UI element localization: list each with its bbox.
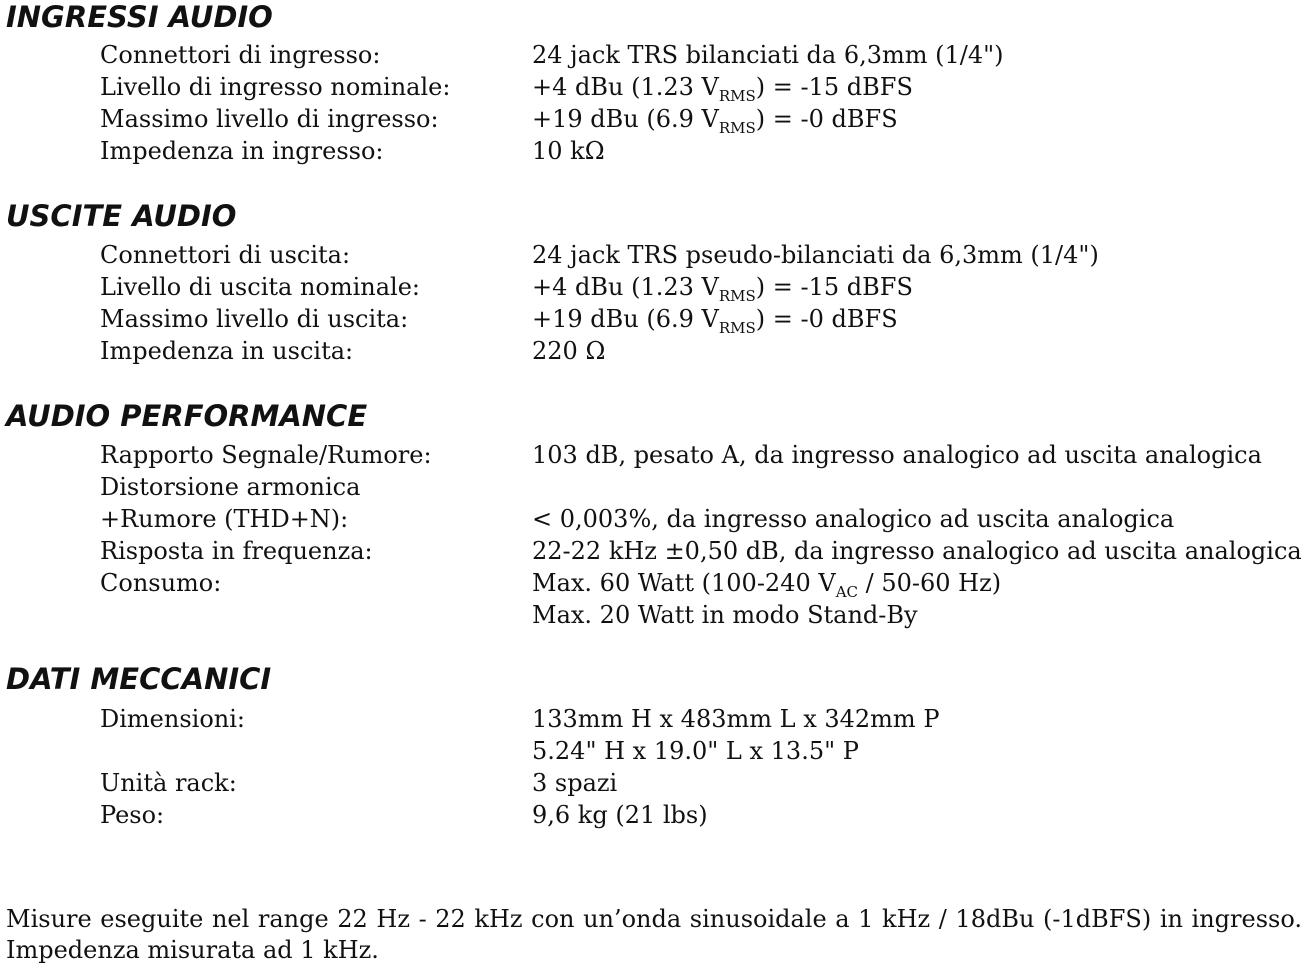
spec-label: Distorsione armonica — [100, 473, 361, 501]
spec-value: < 0,003%, da ingresso analogico ad uscita analogica — [532, 505, 1175, 533]
spec-label: Dimensioni: — [100, 705, 245, 733]
spec-value: +19 dBu (6.9 $V_{RMS}) = -0$ dBFS — [532, 305, 898, 337]
spec-value: 133mm H x 483mm L x 342mm P — [532, 705, 940, 733]
footnote-impedance: Impedenza misurata ad 1 kHz. — [6, 936, 379, 964]
spec-value: 24 jack TRS pseudo-bilanciati da 6,3mm (1/4") — [532, 241, 1099, 269]
section-title-outputs: USCITE AUDIO — [6, 199, 237, 233]
section-title-mechanical: DATI MECCANICI — [6, 662, 272, 696]
spec-label: Rapporto Segnale/Rumore: — [100, 441, 432, 469]
spec-label: Connettori di ingresso: — [100, 41, 381, 69]
spec-value: 22-22 kHz ±0,50 dB, da ingresso analogico ad uscita analogica — [532, 537, 1302, 565]
spec-label: Massimo livello di ingresso: — [100, 105, 439, 133]
spec-value: +4 dBu (1.23 $V_{RMS}) = -15$ dBFS — [532, 73, 913, 105]
spec-label: Impedenza in ingresso: — [100, 137, 384, 165]
spec-label: Connettori di uscita: — [100, 241, 351, 269]
footnote-measurement: Misure eseguite nel range 22 Hz - 22 kHz con un’onda sinusoidale a 1 kHz / 18dBu (-1dBFS) in ingresso. — [6, 905, 1302, 933]
spec-value: +4 dBu (1.23 $V_{RMS}) = -15$ dBFS — [532, 273, 913, 305]
spec-label: Livello di uscita nominale: — [100, 273, 421, 301]
spec-value: Max. 60 Watt (100-240 $V_{AC} / 50-60$ Hz) — [532, 569, 1002, 601]
spec-label: Unità rack: — [100, 769, 237, 797]
spec-label: Impedenza in uscita: — [100, 337, 354, 365]
spec-value: 220 Ω — [532, 337, 606, 365]
spec-label: Livello di ingresso nominale: — [100, 73, 451, 101]
spec-value: 24 jack TRS bilanciati da 6,3mm (1/4") — [532, 41, 1004, 69]
spec-value: 103 dB, pesato A, da ingresso analogico ad uscita analogica — [532, 441, 1262, 469]
spec-value: +19 dBu (6.9 $V_{RMS}) = -0$ dBFS — [532, 105, 898, 137]
section-title-performance: AUDIO PERFORMANCE — [6, 399, 368, 433]
spec-value: 9,6 kg (21 lbs) — [532, 801, 708, 829]
spec-label: Massimo livello di uscita: — [100, 305, 409, 333]
spec-label: Peso: — [100, 801, 165, 829]
section-title-inputs: INGRESSI AUDIO — [6, 0, 273, 34]
spec-value: 5.24" H x 19.0" L x 13.5" P — [532, 737, 859, 765]
spec-value: 10 kΩ — [532, 137, 605, 165]
spec-label: Risposta in frequenza: — [100, 537, 373, 565]
spec-value: 3 spazi — [532, 769, 618, 797]
spec-label: Consumo: — [100, 569, 222, 597]
spec-label: +Rumore (THD+N): — [100, 505, 349, 533]
spec-value: Max. 20 Watt in modo Stand-By — [532, 601, 918, 629]
